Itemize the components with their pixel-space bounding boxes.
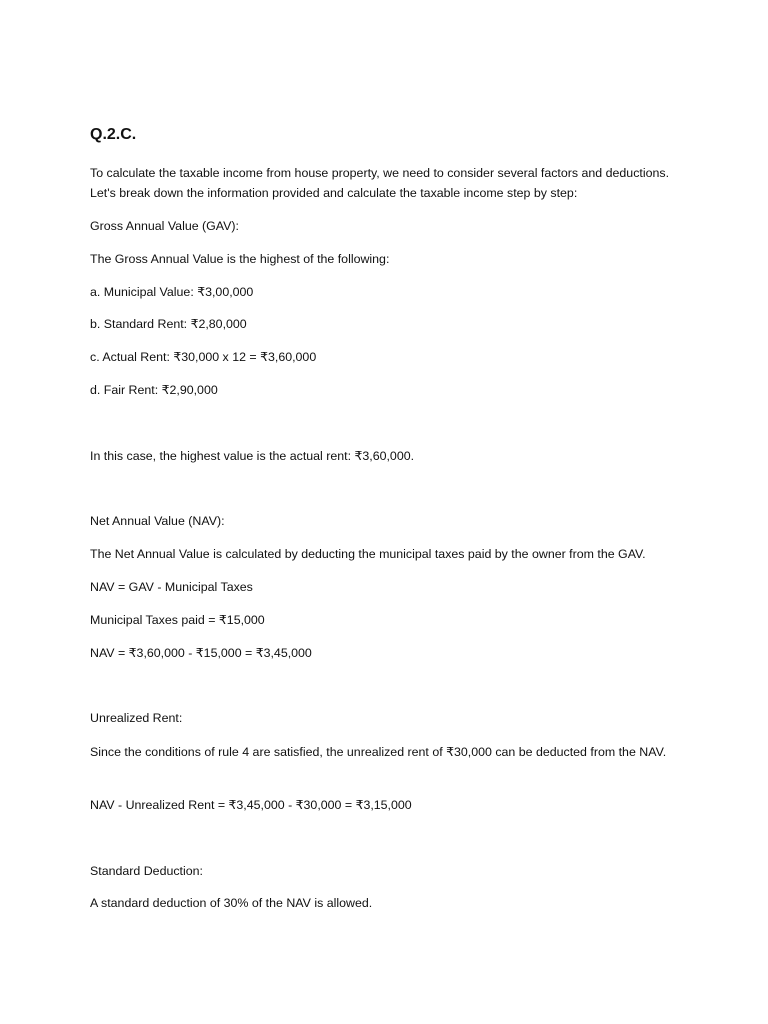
unrealized-rent-description: Since the conditions of rule 4 are satisfied, the unrealized rent of ₹30,000 can be deducted from the NAV. (90, 745, 667, 759)
nav-formula: NAV = GAV - Municipal Taxes (90, 580, 253, 594)
nav-result: NAV = ₹3,60,000 - ₹15,000 = ₹3,45,000 (90, 646, 312, 660)
gav-title: Gross Annual Value (GAV): (90, 219, 239, 233)
gav-item-actual-rent: c. Actual Rent: ₹30,000 x 12 = ₹3,60,000 (90, 350, 317, 364)
standard-deduction-description: A standard deduction of 30% of the NAV is allowed. (90, 896, 373, 910)
intro-paragraph: To calculate the taxable income from house property, we need to consider several factors and deductions. Let's break down the information provided and calculate the taxable income step by step: (90, 166, 670, 200)
unrealized-rent-result: NAV - Unrealized Rent = ₹3,45,000 - ₹30,000 = ₹3,15,000 (90, 798, 412, 812)
gav-description: The Gross Annual Value is the highest of the following: (90, 252, 390, 266)
gav-item-standard-rent: b. Standard Rent: ₹2,80,000 (90, 317, 247, 331)
gav-item-municipal-value: a. Municipal Value: ₹3,00,000 (90, 285, 254, 299)
question-heading: Q.2.C. (90, 126, 137, 143)
gav-conclusion: In this case, the highest value is the actual rent: ₹3,60,000. (90, 449, 415, 463)
standard-deduction-title: Standard Deduction: (90, 864, 203, 878)
unrealized-rent-title: Unrealized Rent: (90, 711, 183, 725)
nav-title: Net Annual Value (NAV): (90, 514, 225, 528)
gav-item-fair-rent: d. Fair Rent: ₹2,90,000 (90, 383, 218, 397)
nav-municipal-taxes: Municipal Taxes paid = ₹15,000 (90, 613, 265, 627)
nav-description: The Net Annual Value is calculated by deducting the municipal taxes paid by the owner from the GAV. (90, 547, 646, 561)
